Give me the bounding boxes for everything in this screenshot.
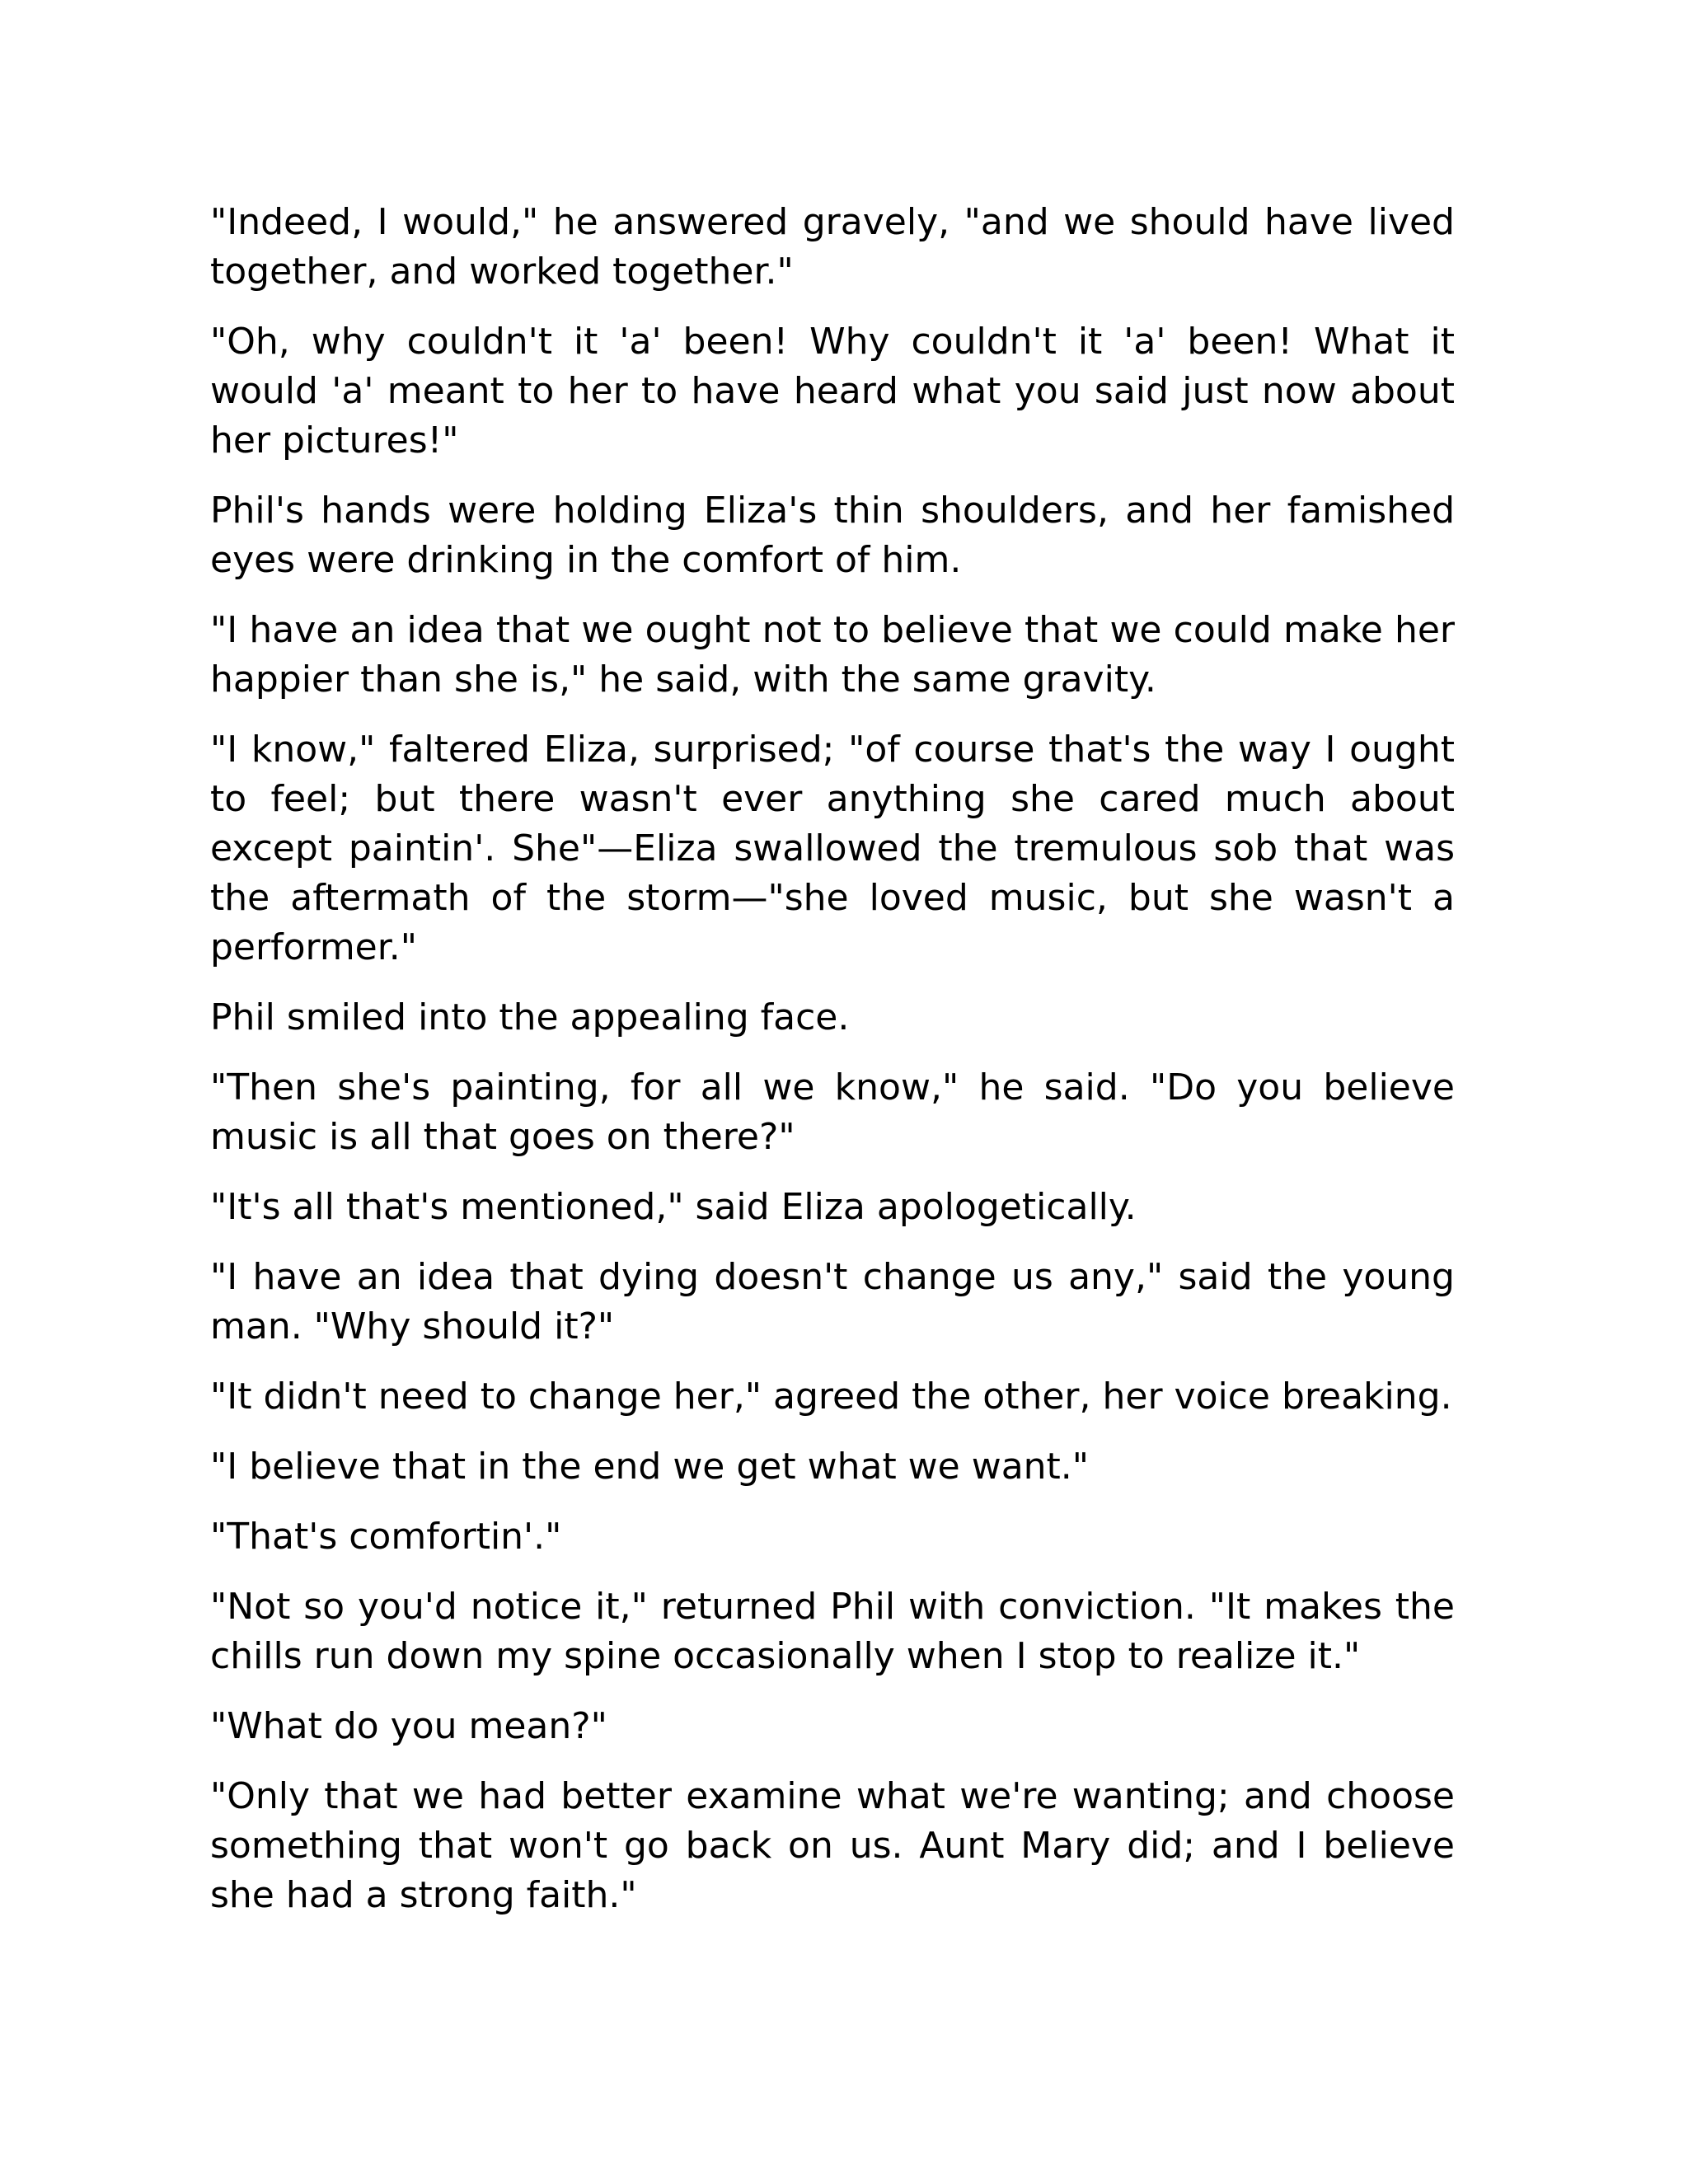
paragraph: "It didn't need to change her," agreed the other, her voice breaking.: [210, 1376, 1452, 1418]
paragraph: "Indeed, I would," he answered gravely, "and we should have lived together, and worked together.": [210, 201, 1455, 293]
paragraph: "What do you mean?": [210, 1705, 607, 1747]
paragraph: "That's comfortin'.": [210, 1516, 562, 1558]
paragraph: "Only that we had better examine what we're wanting; and choose something that won't go back on us. Aunt Mary did; and I believe she had a strong faith.": [210, 1775, 1455, 1916]
paragraph: "It's all that's mentioned," said Eliza apologetically.: [210, 1186, 1137, 1228]
paragraph: "I believe that in the end we get what we want.": [210, 1446, 1090, 1488]
paragraph: "I know," faltered Eliza, surprised; "of course that's the way I ought to feel; but there wasn't ever anything she cared much about except paintin'. She"—Eliza swallowed the tremulous sob that was the aftermath of the storm—"she loved music, but she wasn't a performer.": [210, 729, 1455, 968]
paragraph: "I have an idea that dying doesn't change us any," said the young man. "Why should it?": [210, 1256, 1455, 1347]
paragraph: Phil's hands were holding Eliza's thin shoulders, and her famished eyes were drinking in the comfort of him.: [210, 490, 1455, 581]
paragraph: "Then she's painting, for all we know," he said. "Do you believe music is all that goes on there?": [210, 1066, 1455, 1158]
paragraph: "Oh, why couldn't it 'a' been! Why couldn't it 'a' been! What it would 'a' meant to her to have heard what you said just now about her pictures!": [210, 321, 1455, 462]
paragraph: "I have an idea that we ought not to believe that we could make her happier than she is," he said, with the same gravity.: [210, 609, 1455, 701]
paragraph: "Not so you'd notice it," returned Phil with conviction. "It makes the chills run down my spine occasionally when I stop to realize it.": [210, 1586, 1455, 1677]
paragraph: Phil smiled into the appealing face.: [210, 996, 850, 1038]
page-body: [210, 198, 1455, 1941]
